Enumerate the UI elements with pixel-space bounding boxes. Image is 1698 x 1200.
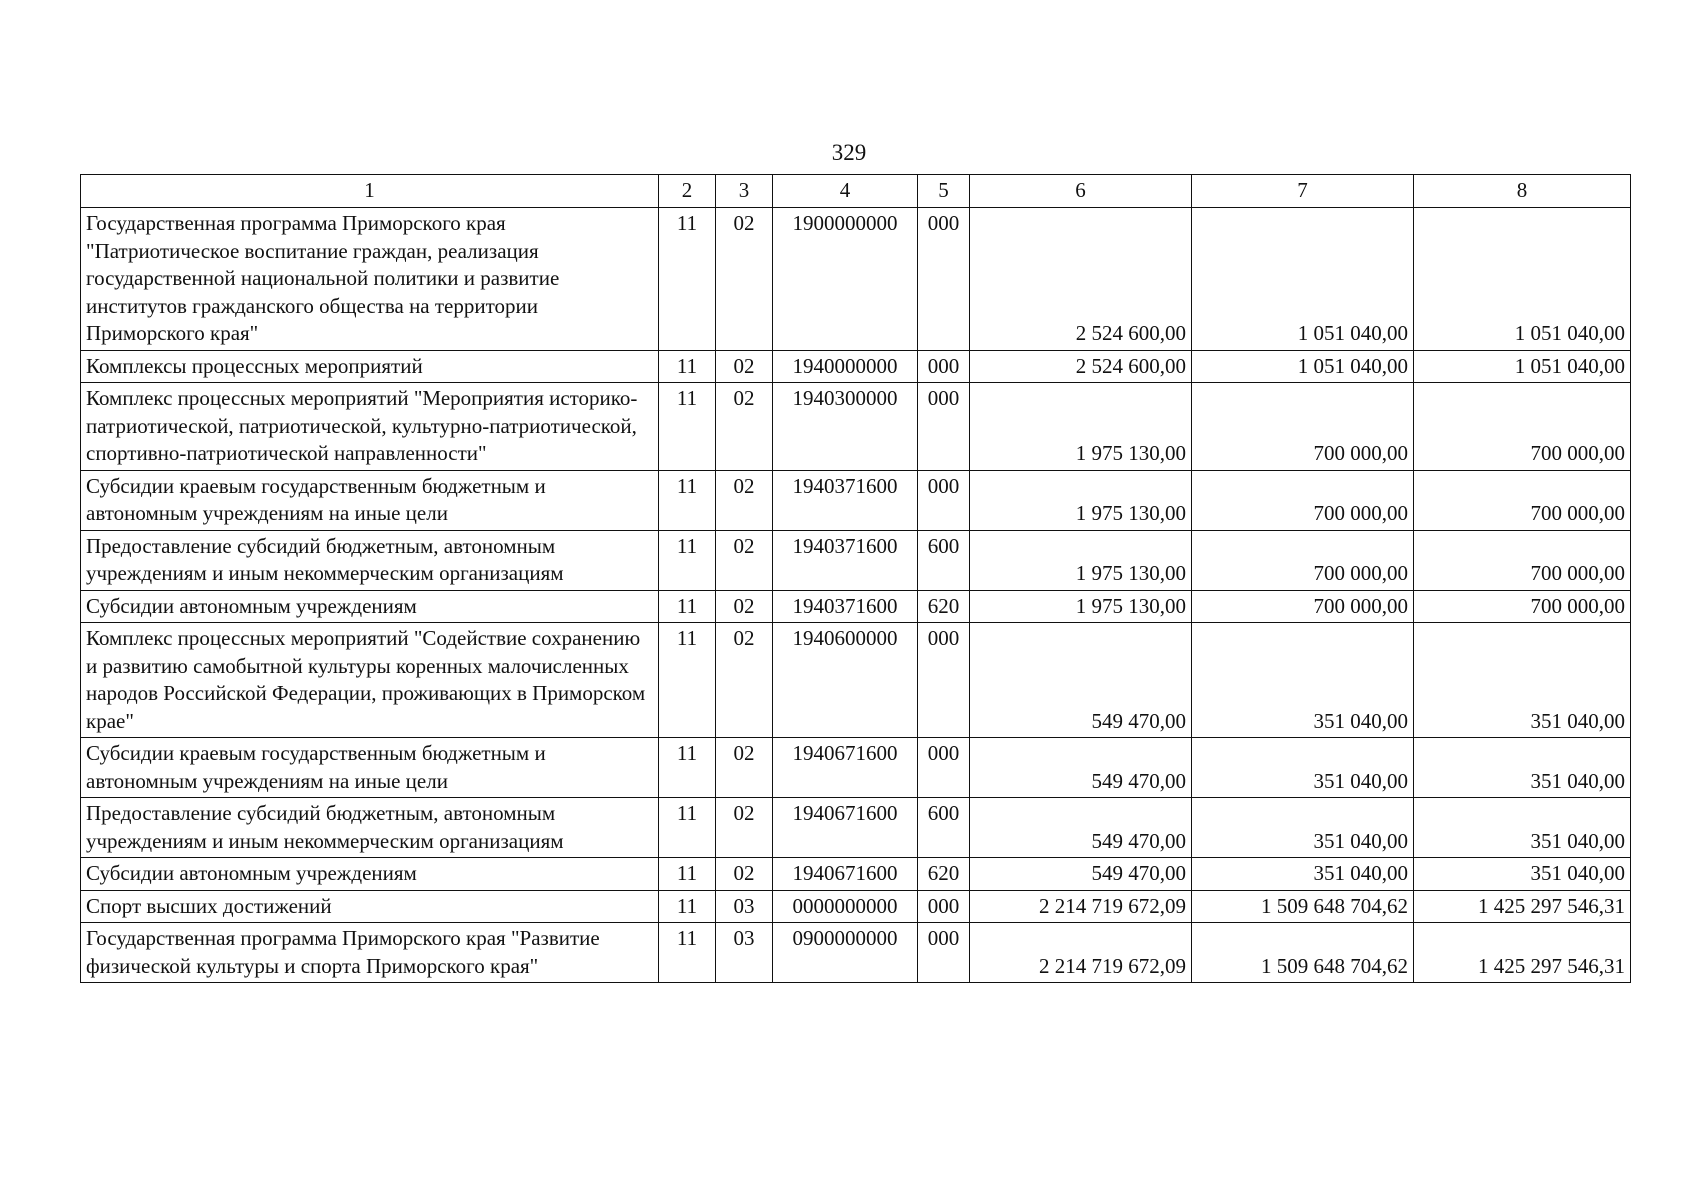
table-row	[81, 623, 1631, 738]
section-code-cell: 11	[659, 623, 716, 738]
table-row	[81, 530, 1631, 590]
expense-type-cell: 620	[918, 590, 970, 623]
target-article-cell: 0900000000	[773, 923, 918, 983]
target-article-cell: 1940371600	[773, 470, 918, 530]
row-name-cell: Комплекс процессных мероприятий "Содействие сохранению и развитию самобытной культуры коренных малочисленных народов Российской Федерации, проживающих в Приморском крае"	[81, 623, 659, 738]
target-article-cell: 1940371600	[773, 530, 918, 590]
expense-type-cell: 000	[918, 208, 970, 351]
expense-type-cell: 000	[918, 350, 970, 383]
table-row	[81, 470, 1631, 530]
amount-col8-cell: 700 000,00	[1414, 590, 1631, 623]
column-header: 5	[918, 175, 970, 208]
section-code-cell: 11	[659, 890, 716, 923]
expense-type-cell: 000	[918, 738, 970, 798]
table-row	[81, 858, 1631, 891]
section-code-cell: 11	[659, 470, 716, 530]
subsection-code-cell: 02	[716, 623, 773, 738]
subsection-code-cell: 02	[716, 858, 773, 891]
amount-col7-cell: 351 040,00	[1192, 623, 1414, 738]
subsection-code-cell: 03	[716, 923, 773, 983]
amount-col6-cell: 1 975 130,00	[970, 530, 1192, 590]
amount-col8-cell: 1 051 040,00	[1414, 350, 1631, 383]
amount-col6-cell: 549 470,00	[970, 798, 1192, 858]
amount-col6-cell: 1 975 130,00	[970, 470, 1192, 530]
amount-col8-cell: 700 000,00	[1414, 383, 1631, 471]
section-code-cell: 11	[659, 530, 716, 590]
amount-col8-cell: 351 040,00	[1414, 623, 1631, 738]
subsection-code-cell: 02	[716, 530, 773, 590]
target-article-cell: 1940600000	[773, 623, 918, 738]
row-name-cell: Государственная программа Приморского края "Развитие физической культуры и спорта Приморского края"	[81, 923, 659, 983]
amount-col8-cell: 700 000,00	[1414, 530, 1631, 590]
row-name-cell: Субсидии автономным учреждениям	[81, 858, 659, 891]
column-header: 6	[970, 175, 1192, 208]
amount-col6-cell: 549 470,00	[970, 623, 1192, 738]
section-code-cell: 11	[659, 858, 716, 891]
row-name-cell: Комплексы процессных мероприятий	[81, 350, 659, 383]
amount-col6-cell: 1 975 130,00	[970, 590, 1192, 623]
amount-col6-cell: 1 975 130,00	[970, 383, 1192, 471]
expense-type-cell: 600	[918, 530, 970, 590]
subsection-code-cell: 02	[716, 798, 773, 858]
expense-type-cell: 000	[918, 890, 970, 923]
column-header: 2	[659, 175, 716, 208]
amount-col6-cell: 2 214 719 672,09	[970, 890, 1192, 923]
amount-col7-cell: 1 051 040,00	[1192, 208, 1414, 351]
section-code-cell: 11	[659, 208, 716, 351]
column-header: 4	[773, 175, 918, 208]
amount-col6-cell: 549 470,00	[970, 858, 1192, 891]
expense-type-cell: 000	[918, 383, 970, 471]
amount-col7-cell: 1 051 040,00	[1192, 350, 1414, 383]
table-row	[81, 590, 1631, 623]
section-code-cell: 11	[659, 798, 716, 858]
amount-col7-cell: 700 000,00	[1192, 590, 1414, 623]
amount-col6-cell: 549 470,00	[970, 738, 1192, 798]
target-article-cell: 1940671600	[773, 798, 918, 858]
table-row	[81, 383, 1631, 471]
amount-col7-cell: 351 040,00	[1192, 738, 1414, 798]
target-article-cell: 1940300000	[773, 383, 918, 471]
target-article-cell: 1940371600	[773, 590, 918, 623]
table-header-row	[81, 175, 1631, 208]
amount-col7-cell: 1 509 648 704,62	[1192, 890, 1414, 923]
section-code-cell: 11	[659, 590, 716, 623]
expense-type-cell: 000	[918, 623, 970, 738]
table-row	[81, 890, 1631, 923]
amount-col8-cell: 351 040,00	[1414, 858, 1631, 891]
expense-type-cell: 620	[918, 858, 970, 891]
table-row	[81, 350, 1631, 383]
amount-col6-cell: 2 214 719 672,09	[970, 923, 1192, 983]
page-number: 329	[831, 140, 867, 165]
amount-col6-cell: 2 524 600,00	[970, 208, 1192, 351]
amount-col8-cell: 1 051 040,00	[1414, 208, 1631, 351]
amount-col7-cell: 1 509 648 704,62	[1192, 923, 1414, 983]
subsection-code-cell: 02	[716, 590, 773, 623]
amount-col7-cell: 700 000,00	[1192, 470, 1414, 530]
amount-col8-cell: 700 000,00	[1414, 470, 1631, 530]
row-name-cell: Государственная программа Приморского края "Патриотическое воспитание граждан, реализация государственной национальной политики и развитие институтов гражданского общества на территории Приморского края"	[81, 208, 659, 351]
subsection-code-cell: 02	[716, 350, 773, 383]
section-code-cell: 11	[659, 738, 716, 798]
amount-col8-cell: 1 425 297 546,31	[1414, 890, 1631, 923]
table-row	[81, 738, 1631, 798]
amount-col8-cell: 351 040,00	[1414, 738, 1631, 798]
row-name-cell: Субсидии краевым государственным бюджетным и автономным учреждениям на иные цели	[81, 470, 659, 530]
amount-col6-cell: 2 524 600,00	[970, 350, 1192, 383]
target-article-cell: 1940000000	[773, 350, 918, 383]
table-row	[81, 798, 1631, 858]
expense-type-cell: 000	[918, 923, 970, 983]
column-header: 3	[716, 175, 773, 208]
row-name-cell: Спорт высших достижений	[81, 890, 659, 923]
target-article-cell: 1940671600	[773, 858, 918, 891]
amount-col8-cell: 351 040,00	[1414, 798, 1631, 858]
amount-col7-cell: 351 040,00	[1192, 798, 1414, 858]
row-name-cell: Субсидии краевым государственным бюджетным и автономным учреждениям на иные цели	[81, 738, 659, 798]
amount-col7-cell: 351 040,00	[1192, 858, 1414, 891]
table-row	[81, 208, 1631, 351]
expense-type-cell: 000	[918, 470, 970, 530]
column-header: 1	[81, 175, 659, 208]
expense-type-cell: 600	[918, 798, 970, 858]
section-code-cell: 11	[659, 923, 716, 983]
subsection-code-cell: 02	[716, 470, 773, 530]
column-header: 7	[1192, 175, 1414, 208]
target-article-cell: 1940671600	[773, 738, 918, 798]
subsection-code-cell: 02	[716, 208, 773, 351]
budget-table	[80, 174, 1631, 983]
row-name-cell: Предоставление субсидий бюджетным, автономным учреждениям и иным некоммерческим организациям	[81, 798, 659, 858]
amount-col7-cell: 700 000,00	[1192, 530, 1414, 590]
table-row	[81, 923, 1631, 983]
row-name-cell: Предоставление субсидий бюджетным, автономным учреждениям и иным некоммерческим организациям	[81, 530, 659, 590]
column-header: 8	[1414, 175, 1631, 208]
target-article-cell: 0000000000	[773, 890, 918, 923]
row-name-cell: Субсидии автономным учреждениям	[81, 590, 659, 623]
amount-col8-cell: 1 425 297 546,31	[1414, 923, 1631, 983]
target-article-cell: 1900000000	[773, 208, 918, 351]
row-name-cell: Комплекс процессных мероприятий "Мероприятия историко-патриотической, патриотической, культурно-патриотической, спортивно-патриотической направленности"	[81, 383, 659, 471]
subsection-code-cell: 03	[716, 890, 773, 923]
section-code-cell: 11	[659, 350, 716, 383]
section-code-cell: 11	[659, 383, 716, 471]
table-body	[81, 208, 1631, 983]
subsection-code-cell: 02	[716, 383, 773, 471]
subsection-code-cell: 02	[716, 738, 773, 798]
amount-col7-cell: 700 000,00	[1192, 383, 1414, 471]
